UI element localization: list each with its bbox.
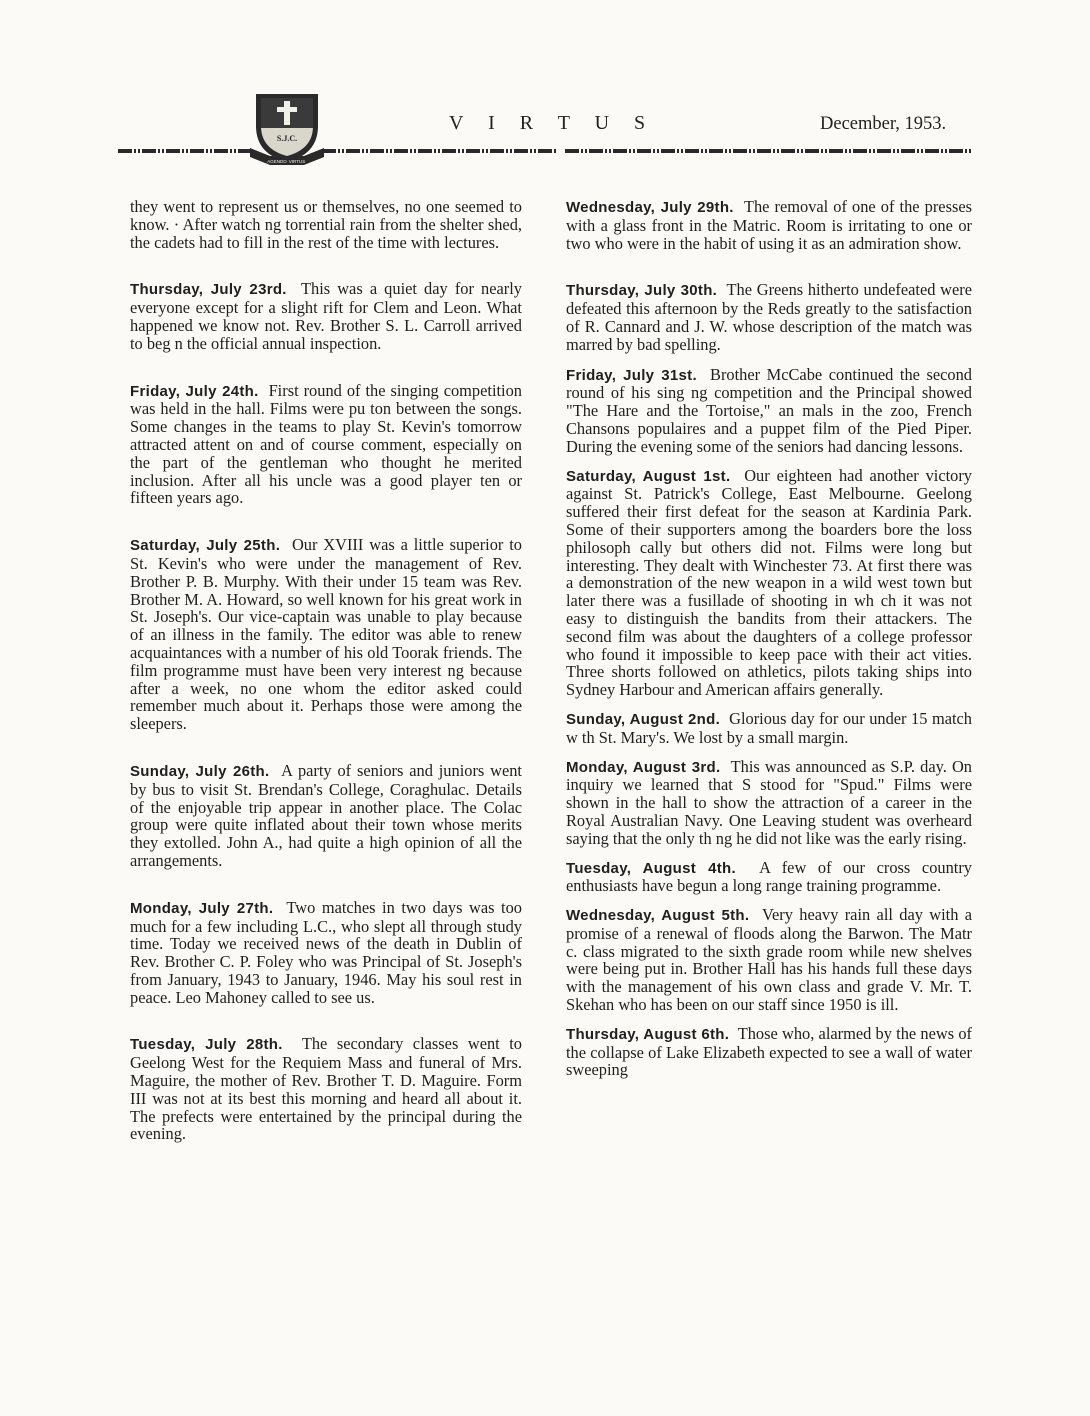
diary-entry — [130, 762, 522, 870]
entry-date-heading: Monday, August 3rd. — [566, 758, 721, 776]
entry-date-heading: Saturday, July 25th. — [130, 537, 281, 555]
page-header — [0, 0, 1090, 175]
diary-entry — [130, 280, 522, 352]
diary-entry — [566, 906, 972, 1014]
entry-date-heading: Tuesday, July 28th. — [130, 1036, 283, 1054]
entry-date-heading: Friday, July 24th. — [130, 382, 259, 400]
entry-date-heading: Thursday, July 30th. — [566, 282, 718, 300]
entry-text: Very heavy rain all day with a promise of a renewal of floods along the Barwon. The Matr c. class migrated to the sixth grade room while new shelves were being put in. Brother Hall has his hands full these days with the management of his own class and grade V. Mr. T. Skehan who has been on our staff since 1950 is ill. — [566, 905, 972, 1015]
diary-entry — [566, 467, 972, 699]
entry-text: First round of the singing competition was held in the hall. Films were pu ton between the songs. Some changes in the teams to play St. Kevin's tomorrow attracted attent on and of course comment, especially on the part of the gentleman who thought he merited inclusion. After all his uncle was a good player ten or fifteen years ago. — [130, 380, 523, 508]
entry-text: Brother McCabe continued the second round of his sing ng competition and the Principal showed "The Hare and the Tortoise," an mals in the zoo, French Chansons populaires and a puppet film of the Pied Piper. During the evening some of the seniors had dancing lessons. — [566, 364, 972, 456]
diary-entry — [566, 859, 972, 896]
crest-initials: S.J.C. — [276, 134, 298, 143]
diary-entry — [566, 198, 972, 252]
diary-entry — [566, 758, 972, 848]
entry-text: Those who, alarmed by the news of the collapse of Lake Elizabeth expected to see a wall of water sweeping — [566, 1023, 972, 1080]
entry-date-heading: Friday, July 31st. — [566, 366, 697, 384]
entry-text: Two matches in two days was too much for a few including L.C., who slept all through study time. Today we received news of the death in Dublin of Rev. Brother C. P. Foley who was Principal of St. Joseph's from January, 1943 to January, 1946. May his soul rest in peace. Leo Mahoney called to see us. — [130, 897, 522, 1007]
entry-text: Glorious day for our under 15 match w th St. Mary's. We lost by a small margin. — [566, 708, 972, 747]
issue-date: December, 1953. — [820, 114, 947, 134]
entry-date-heading: Sunday, July 26th. — [130, 762, 270, 780]
diary-entry — [130, 1035, 522, 1143]
entry-date-heading: Monday, July 27th. — [130, 899, 274, 917]
entry-date-heading: Saturday, August 1st. — [566, 467, 731, 485]
entry-text: Our eighteen had another victory against St. Patrick's College, East Melbourne. Geelong suffered their first defeat for the season at Kardinia Park. Some of their supporters among the boarders bore the loss philosoph cally but others did not. Films were long but interesting. They dealt with Winchester 73. At first there was a demonstration of the new weapon in a wild west town but later there was a fusillade of shooting in wh ch it was not easy to distinguish the bandits from their attackers. The second film was about the daughters of a college professor who found it impossible to keep pace with their act vities. Three shorts followed on athletics, pilots taking ships into Sydney Harbour and American affairs generally. — [566, 465, 973, 700]
diary-entry — [130, 536, 522, 733]
diary-entry — [566, 1025, 972, 1079]
diary-entry — [130, 899, 522, 1007]
entry-date-heading: Sunday, August 2nd. — [566, 710, 721, 728]
decorative-rule-left — [118, 149, 252, 153]
left-column — [130, 198, 522, 1172]
entry-text: they went to represent us or themselves, no one seemed to know. · After watch ng torrential rain from the shelter shed, the cadets had to fill in the rest of the time with lectures. — [130, 197, 522, 252]
entry-text: The Greens hitherto undefeated were defeated this afternoon by the Reds greatly to the satisfaction of R. Cannard and J. W. whose description of the match was marred by bad spelling. — [566, 280, 972, 354]
diary-entry — [130, 382, 522, 508]
diary-entry — [130, 198, 522, 251]
entry-text: Our XVIII was a little superior to St. Kevin's who were under the management of Rev. Brother P. B. Murphy. With their under 15 team was Rev. Brother M. A. Howard, so well known for his great work in St. Joseph's. Our vice-captain was unable to play because of an illness in the family. The editor was able to renew acquaintances with a number of his old Toorak friends. The film programme must have been very interest ng because after a week, no one whom the editor asked could remember much about it. Perhaps those were among the sleepers. — [130, 535, 522, 734]
entry-text: The secondary classes went to Geelong West for the Requiem Mass and funeral of Mrs. Maguire, the mother of Rev. Brother T. D. Maguire. Form III was not at its best this morning and heard all about it. The prefects were entertained by the principal during the evening. — [130, 1034, 522, 1144]
entry-text: A few of our cross country enthusiasts have begun a long range training programme. — [566, 857, 972, 896]
entry-date-heading: Wednesday, July 29th. — [566, 199, 734, 216]
entry-date-heading: Thursday, July 23rd. — [130, 281, 287, 299]
entry-text: This was a quiet day for nearly everyone except for a slight rift for Clem and Leon. What happened we know not. Rev. Brother S. L. Carroll arrived to beg n the official annual inspection. — [130, 279, 522, 353]
entry-date-heading: Thursday, August 6th. — [566, 1025, 730, 1043]
decorative-rule-right — [565, 149, 973, 153]
crest-motto-right: VIRTUS — [288, 159, 306, 164]
entry-text: The removal of one of the presses with a glass front in the Matric. Room is irritating to one or two who were in the habit of using it as an admiration show. — [566, 197, 972, 253]
publication-title: V I R T U S — [449, 112, 656, 134]
diary-entry — [566, 366, 972, 456]
entry-text: This was announced as S.P. day. On inquiry we learned that S stood for "Spud." Films were shown in the hall to show the attraction of a career in the Royal Australian Navy. One Leaving student was overheard saying that the only th ng he did not like was the early rising. — [566, 756, 972, 848]
entry-date-heading: Wednesday, August 5th. — [566, 907, 750, 925]
diary-entry — [566, 710, 972, 747]
school-crest-icon — [250, 86, 324, 166]
diary-entry — [566, 281, 972, 353]
decorative-rule-middle — [322, 149, 556, 153]
crest-motto-left: AGENDO — [267, 159, 287, 164]
entry-text: A party of seniors and juniors went by bus to visit St. Brendan's College, Coraghulac. Details of the enjoyable trip appear in another place. The Colac group were quite inflated about their town whose merits they extolled. John A., had quite a high opinion of all the arrangements. — [130, 760, 522, 870]
right-column — [566, 198, 972, 1090]
entry-date-heading: Tuesday, August 4th. — [566, 859, 736, 877]
